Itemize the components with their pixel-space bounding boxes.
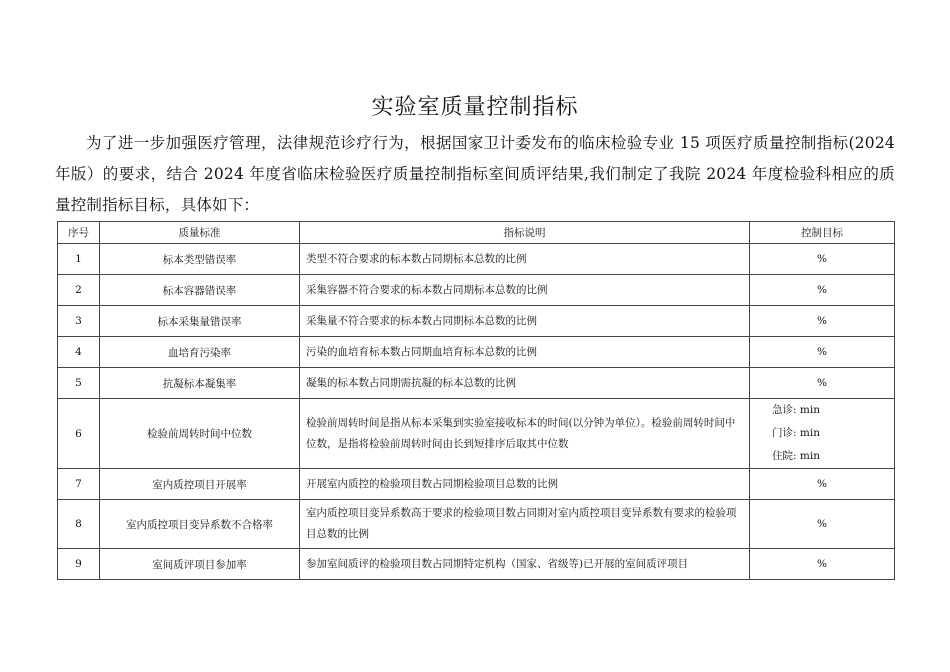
table-row [58, 399, 895, 469]
row-no: 8 [58, 500, 100, 549]
row-no: 9 [58, 549, 100, 580]
row-target: % [750, 469, 895, 500]
table-row [58, 469, 895, 500]
header-description: 指标说明 [300, 222, 750, 244]
intro-paragraph: 为了进一步加强医疗管理，法律规范诊疗行为，根据国家卫计委发布的临床检验专业 15 项医疗质量控制指标(2024 年版）的要求，结合 2024 年度省临床检验医疗质量控制指标室间质评结果,我们制定了我院 2024 年度检验科相应的质量控制指标目标，具体如下： [55, 134, 895, 214]
row-description: 检验前周转时间是指从标本采集到实验室接收标本的时间(以分钟为单位）。检验前周转时间中位数，是指将检验前周转时间由长到短排序后取其中位数 [300, 399, 750, 469]
row-target: % [750, 275, 895, 306]
table-row [58, 244, 895, 275]
row-standard: 标本类型错误率 [100, 244, 300, 275]
row-standard: 血培育污染率 [100, 337, 300, 368]
row-no: 7 [58, 469, 100, 500]
row-no: 1 [58, 244, 100, 275]
header-standard: 质量标准 [100, 222, 300, 244]
target-outpatient: 门诊: min [772, 427, 820, 439]
row-description: 采集容器不符合要求的标本数占同期标本总数的比例 [300, 275, 750, 306]
row-standard: 室内质控项目变异系数不合格率 [100, 500, 300, 549]
table-row [58, 337, 895, 368]
row-target [750, 399, 895, 469]
row-description: 开展室内质控的检验项目数占同期检验项目总数的比例 [300, 469, 750, 500]
target-emergency: 急诊: min [772, 404, 820, 416]
document-title: 实验室质量控制指标 [371, 95, 579, 120]
header-no: 序号 [58, 222, 100, 244]
row-no: 5 [58, 368, 100, 399]
table-header-row [58, 222, 895, 244]
row-description: 类型不符合要求的标本数占同期标本总数的比例 [300, 244, 750, 275]
row-standard: 标本容器错误率 [100, 275, 300, 306]
row-standard: 室内质控项目开展率 [100, 469, 300, 500]
table-row [58, 368, 895, 399]
row-no: 6 [58, 399, 100, 469]
row-target: % [750, 368, 895, 399]
row-no: 3 [58, 306, 100, 337]
row-standard: 检验前周转时间中位数 [100, 399, 300, 469]
row-target: % [750, 500, 895, 549]
row-description: 参加室间质评的检验项目数占同期特定机构（国家、省级等)已开展的室间质评项目 [300, 549, 750, 580]
row-no: 2 [58, 275, 100, 306]
row-standard: 抗凝标本凝集率 [100, 368, 300, 399]
quality-indicator-table [57, 221, 895, 580]
table-row [58, 549, 895, 580]
row-target: % [750, 244, 895, 275]
row-target: % [750, 306, 895, 337]
table-row [58, 306, 895, 337]
row-description: 凝集的标本数占同期需抗凝的标本总数的比例 [300, 368, 750, 399]
row-standard: 标本采集量错误率 [100, 306, 300, 337]
header-target: 控制目标 [750, 222, 895, 244]
row-standard: 室间质评项目参加率 [100, 549, 300, 580]
row-target: % [750, 549, 895, 580]
table-row [58, 500, 895, 549]
target-inpatient: 住院: min [772, 450, 820, 462]
row-description: 采集量不符合要求的标本数占同期标本总数的比例 [300, 306, 750, 337]
row-description: 污染的血培育标本数占同期血培育标本总数的比例 [300, 337, 750, 368]
table-row [58, 275, 895, 306]
row-description: 室内质控项目变异系数高于要求的检验项目数占同期对室内质控项目变异系数有要求的检验项目总数的比例 [300, 500, 750, 549]
row-target: % [750, 337, 895, 368]
row-no: 4 [58, 337, 100, 368]
